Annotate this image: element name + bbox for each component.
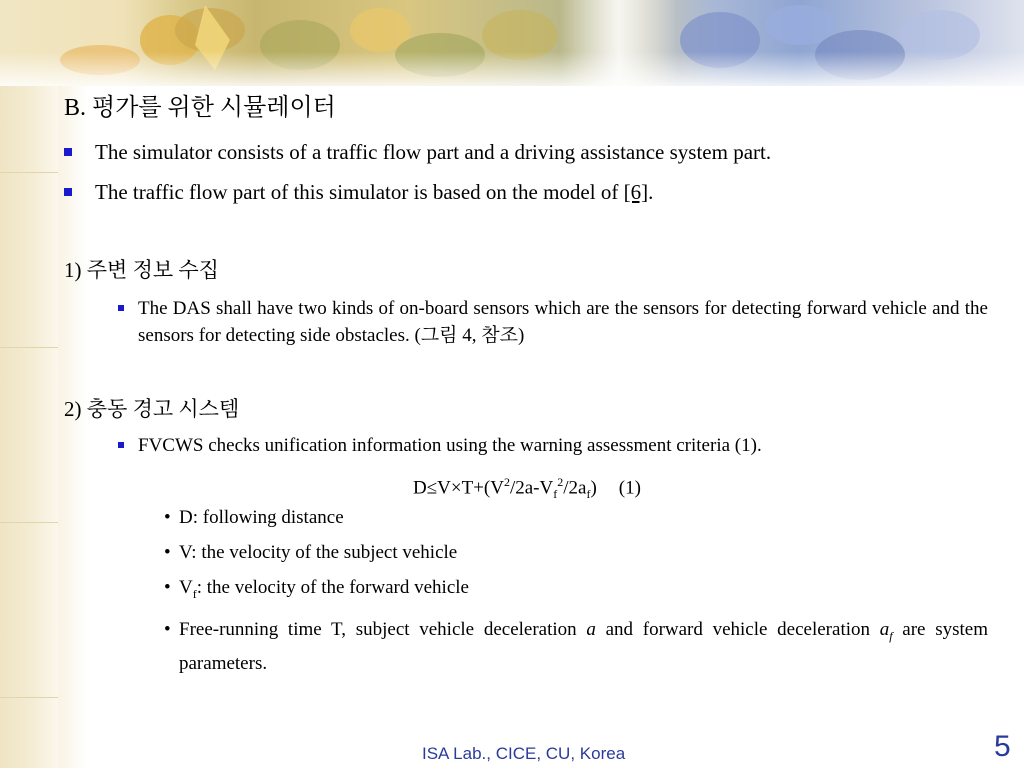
square-bullet-icon [118,442,124,448]
square-bullet-icon [64,148,72,156]
footer-affiliation: ISA Lab., CICE, CU, Korea [422,744,626,763]
square-bullet-icon [118,305,124,311]
slide-title: B. 평가를 위한 시뮬레이터 [64,95,336,121]
section-2-text: FVCWS checks unification information using the warning assessment criteria (1). [138,435,762,456]
section-2-item [118,432,988,459]
definition-item-vf: • $V_f$: the velocity of the forward vehicle [164,577,469,601]
top-bullet-list [64,138,771,206]
left-decorative-strip [0,0,58,768]
equation-number: (1) [618,477,641,499]
definition-item-parameters: • Free-running time T, subject vehicle deceleration a and forward vehicle deceleration $a_f$ are system parameters. [164,618,988,674]
bullet-item [64,178,771,206]
bullet-text-end: . [648,180,654,204]
section-2-heading: 2) 충동 경고 시스템 [64,397,240,421]
warning-criteria-equation: $D\le V\times T+(V^2/2a-V_f^2/2a_f)$ (1) [413,475,641,502]
definition-item-v: • V: the velocity of the subject vehicle [164,542,458,563]
page-number: 5 [994,730,1011,763]
definition-item-d: • D: following distance [164,507,344,528]
bullet-text: The traffic flow part of this simulator is based on the model of [95,180,624,204]
square-bullet-icon [64,188,72,196]
section-1-text: The DAS shall have two kinds of on-board sensors which are the sensors for detecting forward vehicle and the sensors for detecting side obstacles. (그림 4, 참조) [138,298,988,346]
section-1-item [118,295,988,349]
definition-list [162,504,988,685]
bullet-text: The simulator consists of a traffic flow part and a driving assistance system part. [95,140,772,164]
reference-link[interactable]: [6] [623,180,649,204]
bullet-item [64,138,771,166]
header-banner-image [0,0,1024,86]
section-1-heading: 1) 주변 정보 수집 [64,258,219,282]
